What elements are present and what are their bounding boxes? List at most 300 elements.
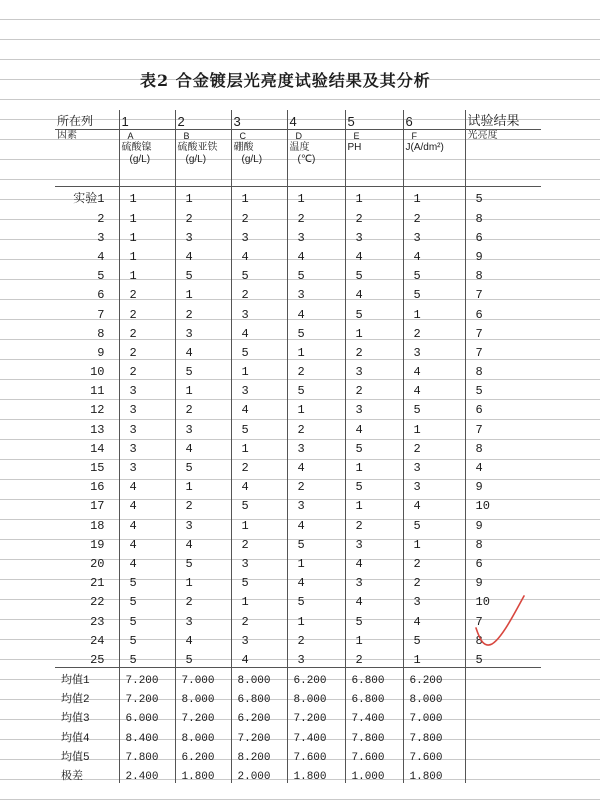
level-cell: 4 [287,245,345,264]
level-cell: 2 [403,552,465,571]
summary-value: 8.000 [175,725,231,744]
trial-label: 实验1 [73,192,105,207]
column-number: 5 [345,110,403,130]
trial-label: 11 [90,384,105,399]
column-number: 3 [231,110,287,130]
trial-label: 5 [97,269,105,284]
factor-unit: (℃) [297,154,316,166]
brightness-result: 8 [465,533,541,552]
trial-row [55,590,541,609]
level-cell: 3 [403,226,465,245]
summary-row [55,706,541,725]
level-cell: 5 [175,360,231,379]
summary-label: 极差 [61,771,83,783]
header-row-columns [55,110,541,130]
brightness-result: 7 [465,417,541,436]
summary-value: 7.800 [119,745,175,764]
level-cell: 2 [175,206,231,225]
level-cell: 1 [403,648,465,668]
level-cell: 4 [119,475,175,494]
summary-value: 8.400 [119,725,175,744]
level-cell: 5 [345,609,403,628]
level-cell: 1 [119,226,175,245]
summary-value: 7.200 [287,706,345,725]
trial-label: 10 [90,365,105,380]
factor-letter: A [127,131,134,142]
factor-name: 温度 [289,142,310,154]
factor-name: 硼酸 [233,142,254,154]
summary-label: 均值2 [61,694,90,707]
factor-unit: (g/L) [185,154,207,166]
level-cell: 1 [119,245,175,264]
trial-label: 24 [90,633,105,648]
trial-label: 22 [90,595,105,610]
summary-row [55,725,541,744]
trial-label: 13 [90,422,105,437]
brightness-result: 9 [465,245,541,264]
summary-value: 7.200 [175,706,231,725]
trial-row [55,341,541,360]
summary-row [55,745,541,764]
level-cell: 4 [231,648,287,668]
level-cell: 3 [231,552,287,571]
result-header: 试验结果 [465,110,541,130]
level-cell: 3 [403,475,465,494]
brightness-result: 7 [465,322,541,341]
level-cell: 2 [231,533,287,552]
level-cell: 2 [403,571,465,590]
level-cell: 3 [231,629,287,648]
level-cell: 1 [175,187,231,207]
factor-letter: F [411,131,417,142]
level-cell: 5 [345,302,403,321]
level-cell: 5 [287,379,345,398]
level-cell: 1 [345,322,403,341]
level-cell: 4 [287,571,345,590]
trial-row [55,552,541,571]
level-cell: 2 [345,341,403,360]
factor-cell [175,130,231,187]
level-cell: 1 [231,187,287,207]
level-cell: 2 [231,283,287,302]
level-cell: 4 [231,322,287,341]
trial-row [55,322,541,341]
level-cell: 5 [231,571,287,590]
level-cell: 1 [231,360,287,379]
level-cell: 1 [403,187,465,207]
level-cell: 1 [345,494,403,513]
level-cell: 4 [175,533,231,552]
level-cell: 4 [403,245,465,264]
factor-name: 硫酸亚铁 [177,142,218,154]
level-cell: 5 [175,264,231,283]
level-cell: 4 [403,609,465,628]
brightness-result: 6 [465,398,541,417]
summary-label: 均值5 [61,751,90,764]
trial-label: 3 [97,230,105,245]
level-cell: 1 [231,513,287,532]
trial-label: 25 [90,652,105,667]
table-body [55,110,541,783]
level-cell: 1 [403,302,465,321]
brightness-result: 8 [465,264,541,283]
level-cell: 2 [345,648,403,668]
level-cell: 1 [119,264,175,283]
factor-name: PH [347,142,362,154]
summary-value: 2.000 [231,764,287,783]
summary-empty [465,706,541,725]
level-cell: 4 [345,417,403,436]
summary-value: 1.800 [403,764,465,783]
level-cell: 5 [231,417,287,436]
level-cell: 5 [287,590,345,609]
level-cell: 4 [175,245,231,264]
level-cell: 3 [119,456,175,475]
level-cell: 4 [175,437,231,456]
summary-empty [465,764,541,783]
summary-value: 8.000 [287,687,345,706]
factor-letter: D [295,131,302,142]
factor-cell [345,130,403,187]
level-cell: 5 [287,264,345,283]
summary-empty [465,745,541,764]
level-cell: 4 [287,302,345,321]
trial-row [55,437,541,456]
level-cell: 1 [175,571,231,590]
level-cell: 3 [345,533,403,552]
level-cell: 4 [403,360,465,379]
summary-empty [465,667,541,687]
summary-value: 1.000 [345,764,403,783]
summary-row [55,764,541,783]
level-cell: 4 [119,552,175,571]
level-cell: 3 [175,513,231,532]
column-number: 6 [403,110,465,130]
level-cell: 3 [287,648,345,668]
level-cell: 1 [345,456,403,475]
summary-value: 6.800 [345,667,403,687]
summary-row [55,687,541,706]
level-cell: 3 [119,398,175,417]
trial-row [55,226,541,245]
level-cell: 2 [287,360,345,379]
trial-label: 15 [90,461,105,475]
level-cell: 3 [403,341,465,360]
level-cell: 3 [403,456,465,475]
level-cell: 2 [119,302,175,321]
brightness-result: 8 [465,206,541,225]
summary-value: 8.000 [175,687,231,706]
brightness-result: 6 [465,226,541,245]
level-cell: 1 [231,590,287,609]
summary-value: 6.200 [287,667,345,687]
brightness-result: 8 [465,437,541,456]
level-cell: 3 [287,226,345,245]
level-cell: 4 [403,379,465,398]
trial-row [55,475,541,494]
level-cell: 1 [345,629,403,648]
level-cell: 1 [403,417,465,436]
brightness-result: 9 [465,513,541,532]
level-cell: 1 [287,398,345,417]
trial-row [55,456,541,475]
level-cell: 2 [119,283,175,302]
trial-label: 4 [97,249,105,264]
level-cell: 2 [231,206,287,225]
level-cell: 4 [345,283,403,302]
level-cell: 1 [287,552,345,571]
level-cell: 2 [231,609,287,628]
level-cell: 2 [403,206,465,225]
summary-value: 2.400 [119,764,175,783]
level-cell: 5 [403,513,465,532]
summary-value: 7.600 [345,745,403,764]
level-cell: 3 [175,322,231,341]
level-cell: 4 [345,590,403,609]
trial-row [55,264,541,283]
brightness-result: 5 [465,187,541,207]
level-cell: 4 [175,341,231,360]
level-cell: 1 [175,475,231,494]
brightness-result: 10 [465,590,541,609]
summary-value: 6.200 [403,667,465,687]
summary-value: 7.200 [119,667,175,687]
level-cell: 3 [287,283,345,302]
factor-letter: B [183,131,190,142]
level-cell: 2 [175,494,231,513]
level-cell: 2 [345,513,403,532]
level-cell: 5 [175,552,231,571]
level-cell: 2 [231,456,287,475]
level-cell: 4 [175,629,231,648]
level-cell: 5 [119,629,175,648]
column-number: 1 [119,110,175,130]
summary-row [55,667,541,687]
summary-value: 6.800 [231,687,287,706]
trial-label: 8 [97,326,105,341]
level-cell: 1 [287,187,345,207]
summary-value: 6.200 [175,745,231,764]
summary-value: 6.200 [231,706,287,725]
factor-name: J(A/dm²) [405,142,444,154]
level-cell: 3 [231,302,287,321]
level-cell: 3 [231,226,287,245]
factor-label: 因素 [55,130,119,187]
level-cell: 5 [403,398,465,417]
trial-label: 12 [90,403,105,418]
factor-cell [403,130,465,187]
summary-label: 均值1 [55,667,119,687]
trial-row [55,629,541,648]
brightness-result: 8 [465,360,541,379]
brightness-result: 9 [465,571,541,590]
level-cell: 5 [119,590,175,609]
factor-name: 硫酸镍 [121,142,152,154]
level-cell: 1 [119,206,175,225]
summary-value: 6.000 [119,706,175,725]
level-cell: 2 [175,590,231,609]
header-row-factors [55,130,541,187]
level-cell: 2 [287,475,345,494]
level-cell: 2 [345,206,403,225]
trial-row [55,571,541,590]
result-name: 光亮度 [465,130,541,187]
factor-unit: (g/L) [129,154,151,166]
level-cell: 3 [175,417,231,436]
brightness-result: 4 [465,456,541,475]
summary-label: 均值4 [61,732,90,745]
brightness-result: 10 [465,494,541,513]
brightness-result: 5 [465,648,541,668]
trial-label: 14 [90,441,105,456]
level-cell: 5 [175,456,231,475]
level-cell: 2 [287,206,345,225]
summary-value: 7.800 [345,725,403,744]
brightness-result: 7 [465,609,541,628]
level-cell: 3 [403,590,465,609]
level-cell: 2 [119,360,175,379]
level-cell: 4 [345,245,403,264]
brightness-result: 8 [465,629,541,648]
summary-label: 均值3 [61,713,90,726]
level-cell: 5 [345,264,403,283]
trial-label: 23 [90,614,105,629]
trial-row [55,648,541,668]
level-cell: 1 [175,379,231,398]
level-cell: 2 [119,341,175,360]
trial-row [55,360,541,379]
level-cell: 5 [175,648,231,668]
level-cell: 3 [345,571,403,590]
level-cell: 4 [345,552,403,571]
trial-label: 18 [90,518,105,533]
trial-row [55,206,541,225]
trial-row [55,494,541,513]
trial-label: 20 [90,556,105,571]
summary-value: 7.400 [345,706,403,725]
summary-value: 8.000 [403,687,465,706]
page-title: 表2 合金镀层光亮度试验结果及其分析 [140,71,431,90]
summary-value: 6.800 [345,687,403,706]
trial-label: 7 [97,307,105,322]
level-cell: 4 [231,245,287,264]
level-cell: 3 [231,379,287,398]
level-cell: 2 [287,629,345,648]
level-cell: 2 [175,398,231,417]
summary-value: 7.600 [287,745,345,764]
level-cell: 5 [119,609,175,628]
brightness-result: 7 [465,283,541,302]
level-cell: 2 [345,379,403,398]
checkmark-icon [470,592,530,652]
trial-label: 2 [97,211,105,226]
level-cell: 4 [119,494,175,513]
level-cell: 3 [287,437,345,456]
trial-row [55,417,541,436]
level-cell: 3 [175,609,231,628]
level-cell: 2 [175,302,231,321]
summary-value: 7.600 [403,745,465,764]
summary-value: 8.200 [231,745,287,764]
level-cell: 4 [119,533,175,552]
brightness-result: 6 [465,302,541,321]
summary-value: 7.200 [119,687,175,706]
level-cell: 4 [287,513,345,532]
level-cell: 2 [287,417,345,436]
level-cell: 4 [231,475,287,494]
level-cell: 1 [345,187,403,207]
level-cell: 5 [231,264,287,283]
trial-label: 21 [90,576,105,591]
summary-value: 8.000 [231,667,287,687]
trial-label: 17 [90,499,105,514]
level-cell: 3 [345,360,403,379]
level-cell: 3 [345,226,403,245]
summary-value: 7.800 [403,725,465,744]
level-cell: 1 [287,609,345,628]
summary-value: 7.400 [287,725,345,744]
factor-cell [231,130,287,187]
factor-letter: C [239,131,246,142]
level-cell: 1 [231,437,287,456]
summary-value: 1.800 [287,764,345,783]
level-cell: 5 [345,437,403,456]
level-cell: 1 [287,341,345,360]
level-cell: 4 [403,494,465,513]
trial-label: 6 [97,288,105,303]
trial-row [55,245,541,264]
trial-row [55,533,541,552]
factor-letter: E [353,131,360,142]
level-cell: 5 [231,494,287,513]
level-cell: 2 [403,322,465,341]
summary-empty [465,687,541,706]
level-cell: 3 [119,379,175,398]
level-cell: 1 [175,283,231,302]
trial-label: 16 [90,480,105,495]
level-cell: 4 [287,456,345,475]
trial-row [55,609,541,628]
level-cell: 5 [403,629,465,648]
level-cell: 4 [119,513,175,532]
level-cell: 3 [287,494,345,513]
column-label: 所在列 [55,110,119,130]
experiment-table [55,110,541,783]
level-cell: 5 [231,341,287,360]
level-cell: 5 [287,533,345,552]
level-cell: 2 [403,437,465,456]
trial-label: 9 [97,345,105,360]
column-number: 2 [175,110,231,130]
level-cell: 3 [175,226,231,245]
summary-value: 7.000 [175,667,231,687]
level-cell: 5 [287,322,345,341]
level-cell: 1 [403,533,465,552]
level-cell: 3 [345,398,403,417]
brightness-result: 5 [465,379,541,398]
trial-row [55,379,541,398]
summary-empty [465,725,541,744]
trial-row [55,513,541,532]
trial-row [55,283,541,302]
summary-value: 7.000 [403,706,465,725]
trial-row [55,398,541,417]
level-cell: 5 [403,264,465,283]
level-cell: 5 [403,283,465,302]
level-cell: 3 [119,417,175,436]
level-cell: 3 [119,437,175,456]
level-cell: 4 [231,398,287,417]
